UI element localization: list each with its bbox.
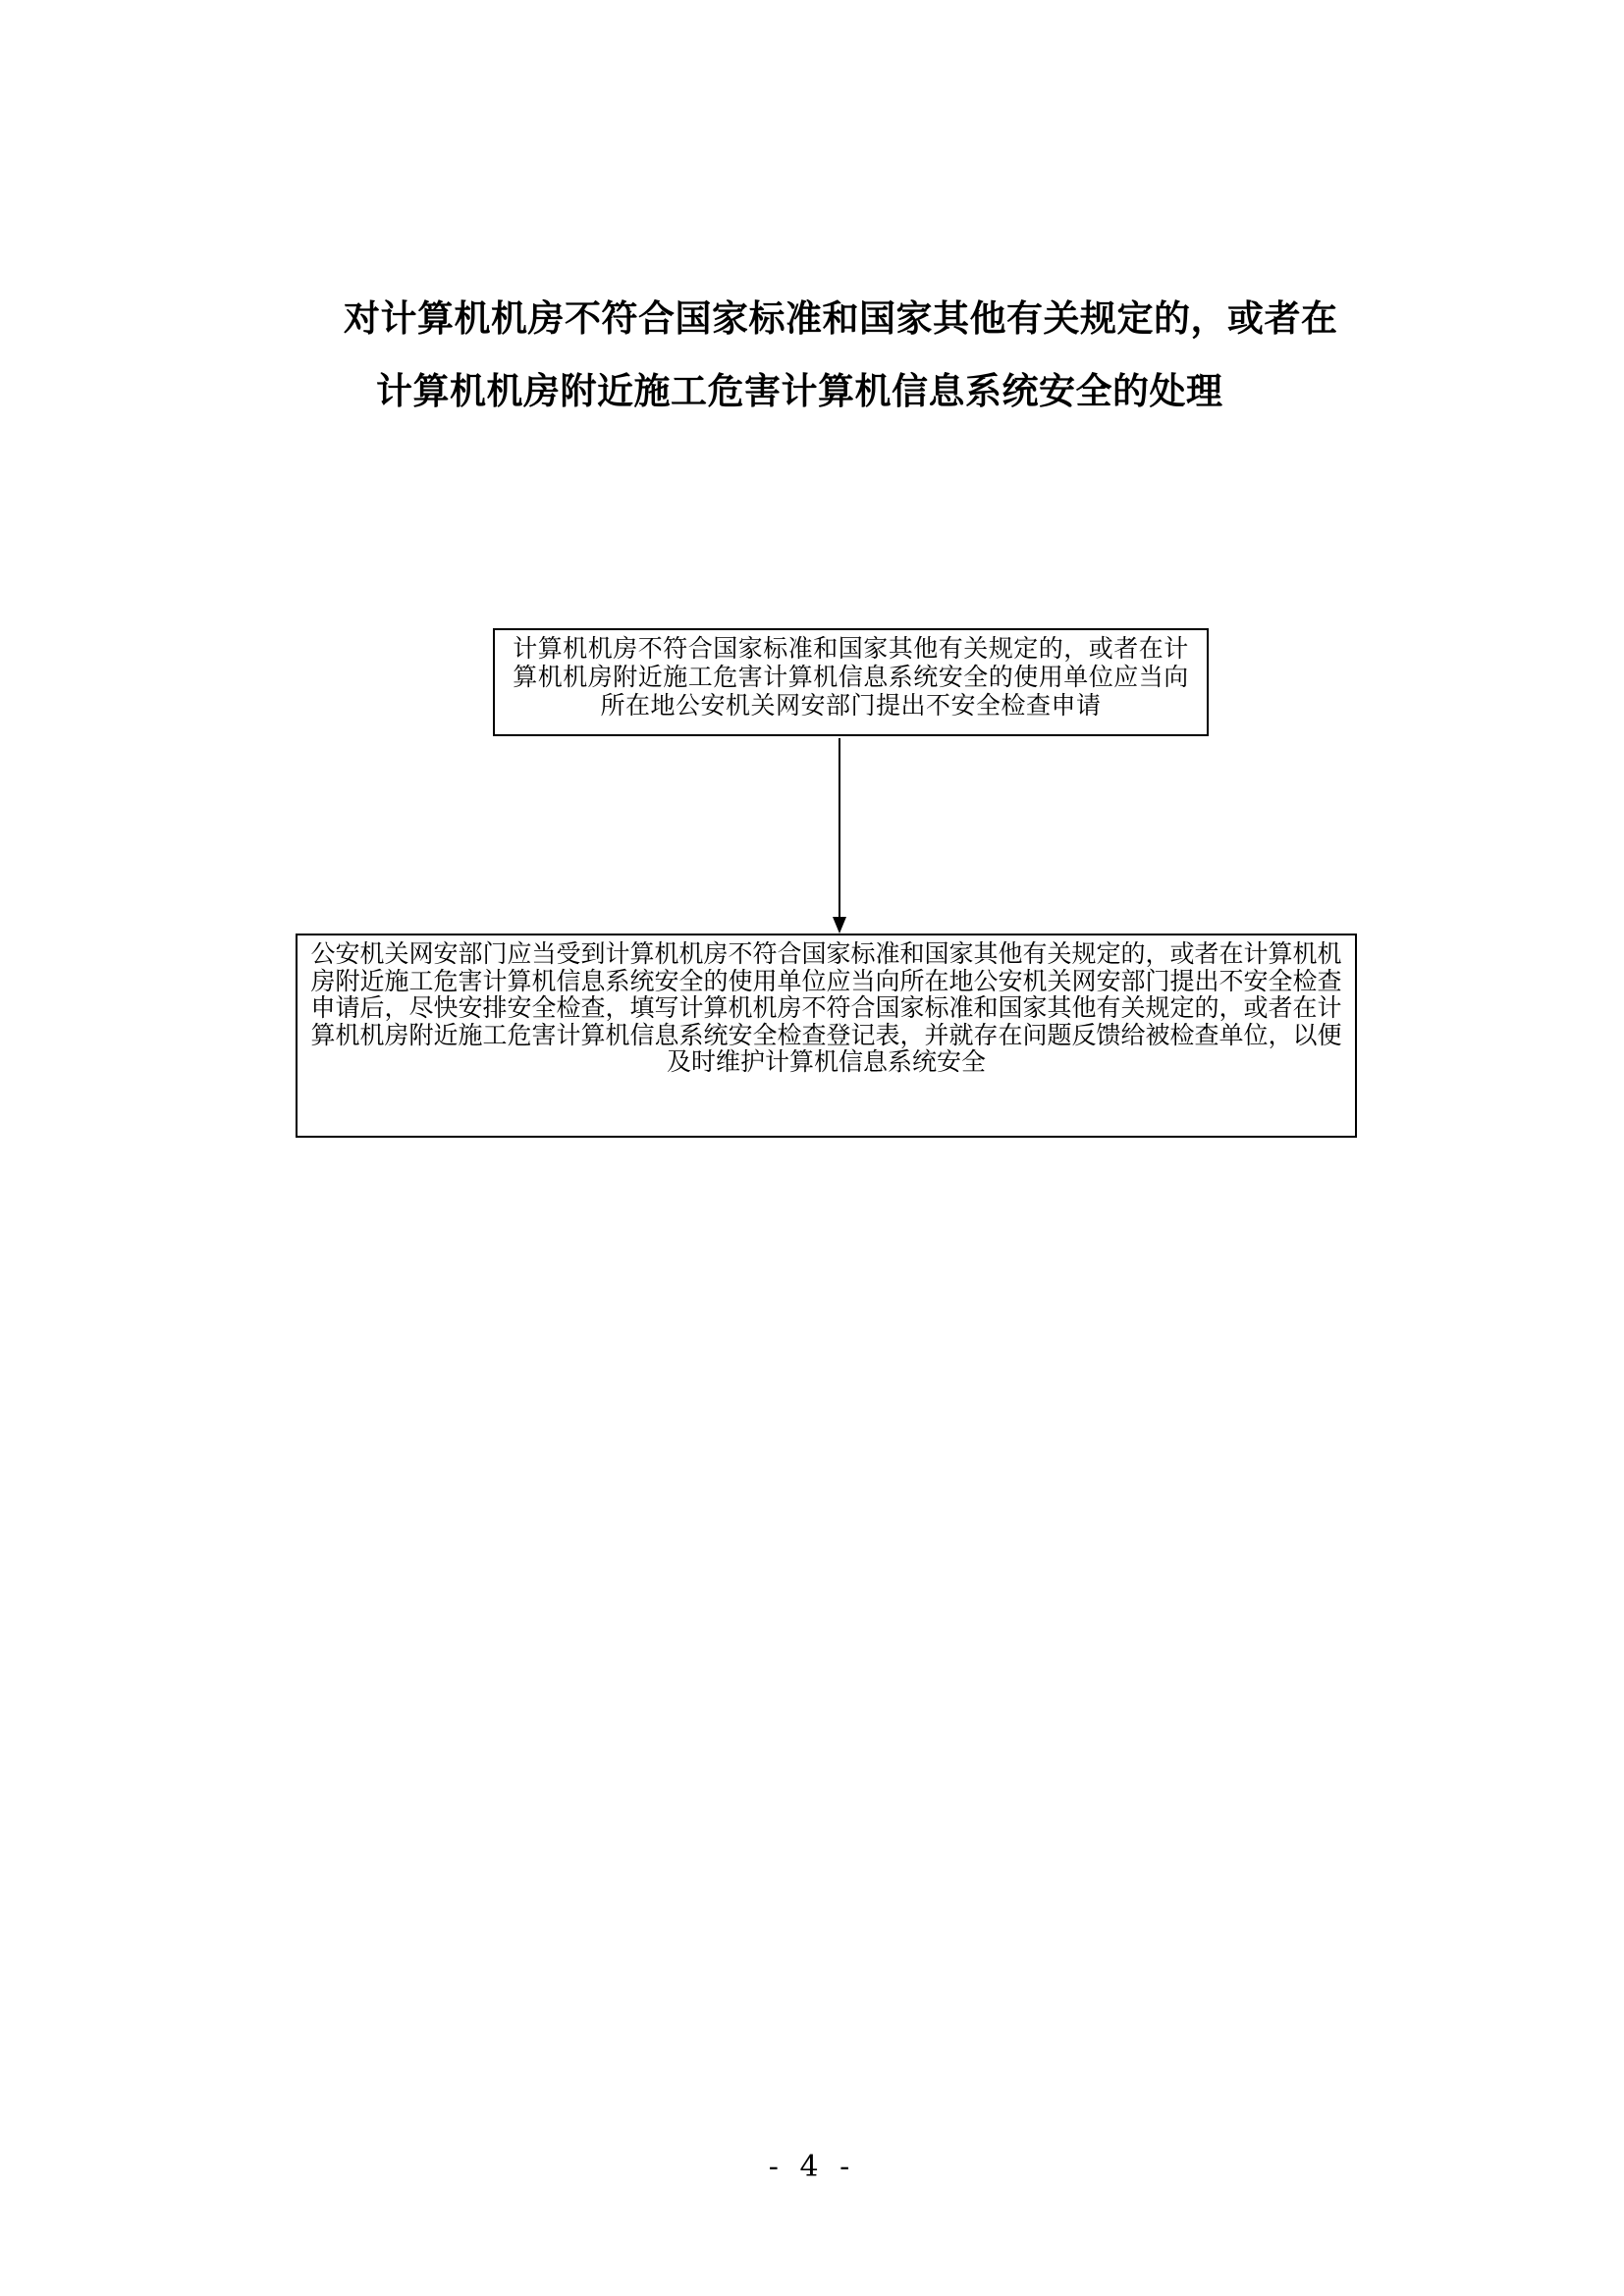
flow-step-1-box — [493, 628, 1209, 736]
arrow-head — [833, 917, 846, 934]
page-number: - 4 - — [768, 2150, 856, 2184]
page-title-line-1: 对计算机机房不符合国家标准和国家其他有关规定的，或者在 — [344, 297, 1338, 340]
flow-step-1-text: 计算机机房不符合国家标准和国家其他有关规定的，或者在计算机机房附近施工危害计算机信息系统安全的使用单位应当向所在地公安机关网安部门提出不安全检查申请 — [513, 634, 1189, 720]
flow-arrow-connector — [830, 738, 849, 934]
flow-step-2-box — [296, 934, 1357, 1138]
page-title-line-2: 计算机机房附近施工危害计算机信息系统安全的处理 — [376, 370, 1223, 412]
flow-step-2-text: 公安机关网安部门应当受到计算机机房不符合国家标准和国家其他有关规定的，或者在计算机机房附近施工危害计算机信息系统安全的使用单位应当向所在地公安机关网安部门提出不安全检查申请后，尽快安排安全检查，填写计算机机房不符合国家标准和国家其他有关规定的，或者在计算机机房附近施工危害计算机信息系统安全检查登记表，并就存在问题反馈给被检查单位，以便及时维护计算机信息系统安全 — [310, 939, 1342, 1076]
